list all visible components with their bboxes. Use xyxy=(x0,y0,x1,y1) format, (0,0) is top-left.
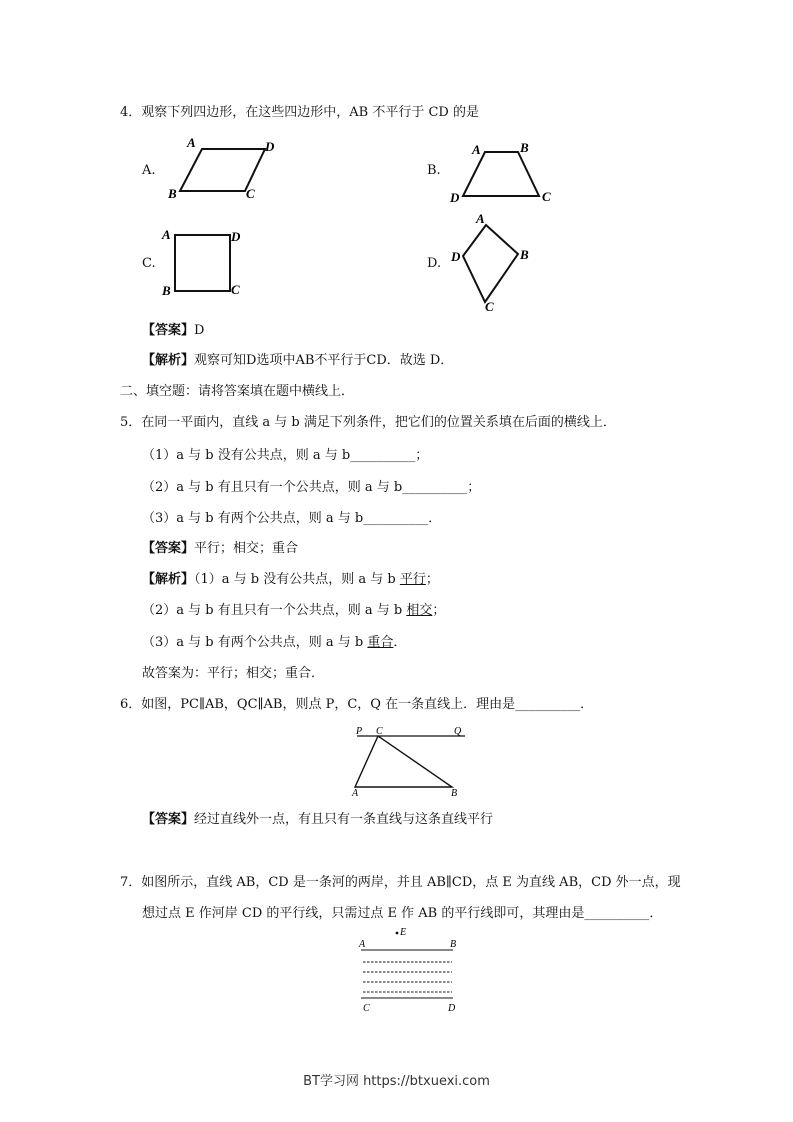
parallelogram-shape xyxy=(180,149,265,191)
label-d: D xyxy=(265,139,275,154)
point-e xyxy=(396,932,399,935)
q6-answer xyxy=(142,811,493,829)
q4-figure-d xyxy=(448,210,538,315)
answer-text: D xyxy=(194,323,205,338)
q5-analysis-3 xyxy=(142,634,406,652)
q7-stem-line1: 7．如图所示，直线 AB，CD 是一条河的两岸，并且 AB∥CD，点 E 为直线 AB，CD 外一点，现 xyxy=(120,875,681,890)
label-d: D xyxy=(448,1003,456,1014)
q5-analysis-1 xyxy=(142,571,439,589)
label-a: A xyxy=(187,135,196,150)
label-q: Q xyxy=(454,726,462,737)
label-a: A xyxy=(162,227,171,242)
label-c: C xyxy=(231,282,240,297)
q4-figure-a xyxy=(165,134,285,204)
analysis-tag: 【解析】 xyxy=(142,572,195,587)
q4-answer xyxy=(142,322,204,340)
q5-item-2: （2）a 与 b 有且只有一个公共点，则 a 与 b__________； xyxy=(142,480,481,495)
label-c: C xyxy=(363,1003,370,1014)
analysis-punct: ． xyxy=(393,635,407,650)
square-shape xyxy=(175,235,230,291)
answer-tag: 【答案】 xyxy=(142,812,195,827)
q4-figure-c xyxy=(160,225,250,300)
analysis-answer: 相交 xyxy=(406,603,433,618)
answer-text: 经过直线外一点，有且只有一条直线与这条直线平行 xyxy=(194,812,494,827)
answer-tag: 【答案】 xyxy=(142,541,195,556)
label-d: D xyxy=(450,190,460,205)
q5-item-3: （3）a 与 b 有两个公共点，则 a 与 b__________． xyxy=(142,511,442,526)
label-c: C xyxy=(376,726,383,737)
label-c: C xyxy=(485,299,494,314)
analysis-text: 观察可知D选项中AB不平行于CD．故选 D． xyxy=(194,353,454,368)
q7-stem-line2: 想过点 E 作河岸 CD 的平行线，只需过点 E 作 AB 的平行线即可，其理由是__________． xyxy=(142,906,663,921)
q7-figure xyxy=(355,926,465,1018)
q5-conclusion: 故答案为：平行；相交；重合． xyxy=(142,666,325,681)
label-c: C xyxy=(246,186,255,201)
label-a: A xyxy=(352,788,359,799)
q4-option-d-label: D. xyxy=(427,256,442,271)
answer-text: 平行；相交；重合 xyxy=(194,541,299,556)
label-b: B xyxy=(162,283,171,298)
label-d: D xyxy=(451,249,461,264)
q4-analysis xyxy=(142,352,453,370)
q6-figure xyxy=(345,724,475,799)
quadrilateral-shape xyxy=(463,225,518,302)
q4-option-b-label: B. xyxy=(427,163,441,178)
label-a: A xyxy=(359,939,366,950)
label-c: C xyxy=(542,189,551,204)
q4-option-a-label: A. xyxy=(142,163,156,178)
q4-option-c-label: C. xyxy=(142,256,156,271)
label-b: B xyxy=(168,186,177,201)
q4-figure-b xyxy=(448,138,563,208)
label-b: B xyxy=(450,939,457,950)
analysis-punct: ； xyxy=(432,603,446,618)
section-heading: 二、填空题：请将答案填在题中横线上． xyxy=(120,384,355,399)
label-b: B xyxy=(520,247,529,262)
label-a: A xyxy=(472,142,481,157)
label-b: B xyxy=(451,788,458,799)
q5-item-1: （1）a 与 b 没有公共点，则 a 与 b__________； xyxy=(142,448,429,463)
label-a: A xyxy=(476,211,485,226)
q4-stem: 4．观察下列四边形，在这些四边形中，AB 不平行于 CD 的是 xyxy=(120,105,479,120)
analysis-text: （3）a 与 b 有两个公共点，则 a 与 b xyxy=(142,635,368,650)
q5-stem: 5．在同一平面内，直线 a 与 b 满足下列条件，把它们的位置关系填在后面的横线上． xyxy=(120,415,616,430)
q5-analysis-2 xyxy=(142,602,445,620)
label-p: P xyxy=(356,726,363,737)
answer-tag: 【答案】 xyxy=(142,323,195,338)
trapezoid-shape xyxy=(463,152,539,196)
analysis-answer: 平行 xyxy=(399,572,426,587)
page-footer: BT学习网 https://btxuexi.com xyxy=(303,1074,490,1089)
analysis-text: （1）a 与 b 没有公共点，则 a 与 b xyxy=(194,572,400,587)
analysis-answer: 重合 xyxy=(367,635,394,650)
triangle-abc xyxy=(355,736,452,787)
label-e: E xyxy=(400,927,407,938)
analysis-text: （2）a 与 b 有且只有一个公共点，则 a 与 b xyxy=(142,603,407,618)
label-b: B xyxy=(520,140,529,155)
analysis-punct: ； xyxy=(425,572,439,587)
analysis-tag: 【解析】 xyxy=(142,353,195,368)
label-d: D xyxy=(231,229,241,244)
q6-stem: 6．如图，PC∥AB，QC∥AB，则点 P，C，Q 在一条直线上．理由是__________． xyxy=(120,697,594,712)
q5-answer xyxy=(142,540,298,558)
